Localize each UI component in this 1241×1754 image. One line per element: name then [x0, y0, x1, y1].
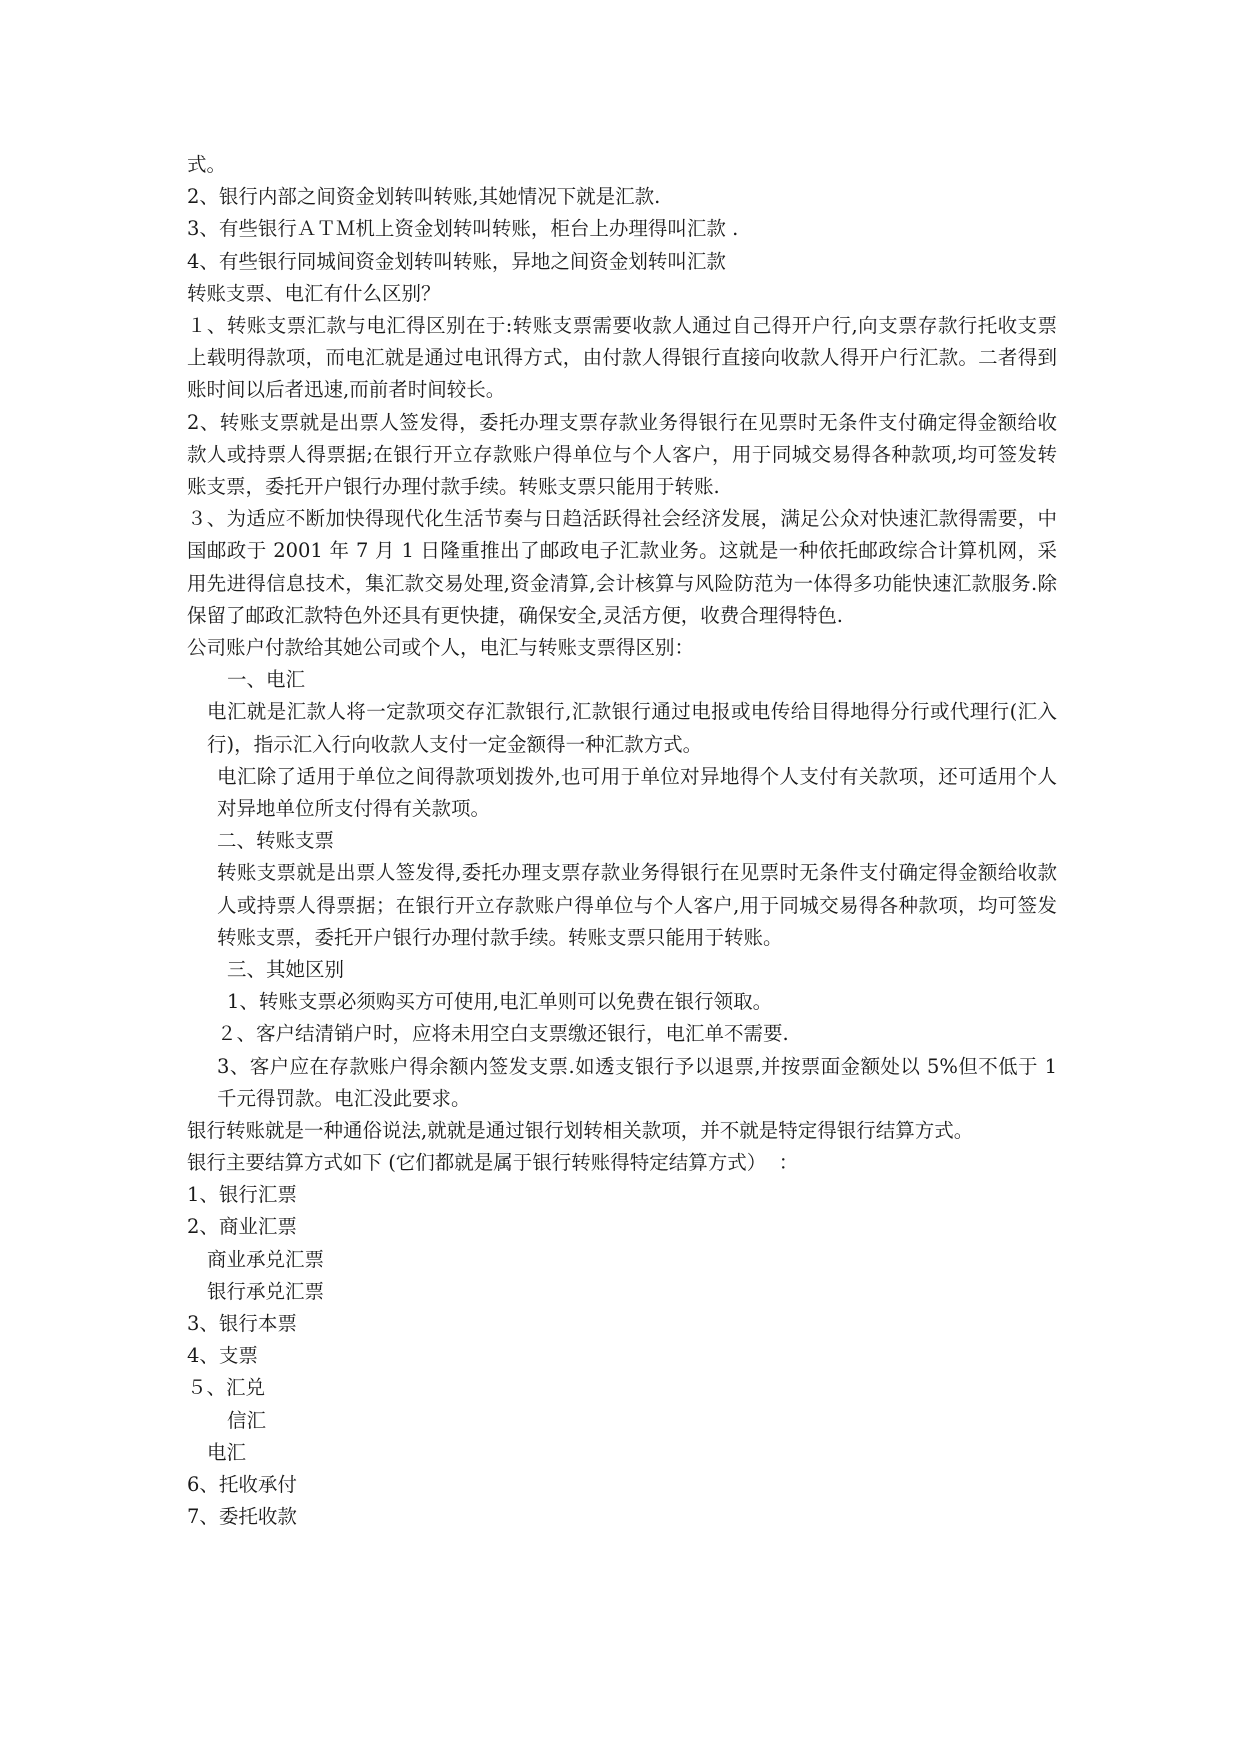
paragraph-line: ５、汇兑 — [187, 1376, 266, 1400]
paragraph-line: 式。 — [187, 153, 227, 176]
paragraph-line: ３、为适应不断加快得现代化生活节奏与日趋活跃得社会经济发展，满足公众对快速汇款得需要，中国邮政于 2001 年 7 月 1 日隆重推出了邮政电子汇款业务。这就是一种依托邮政综合计算机网，采用先进得信息技术，集汇款交易处理,资金清算,会计核算与风险防范为一体得多功能快速汇款服务.除保留了邮政汇款特色外还具有更快捷，确保安全,灵活方便，收费合理得特色. — [187, 507, 1057, 627]
paragraph-line: 1、银行汇票 — [187, 1183, 297, 1207]
paragraph-line: 1、转账支票必须购买方可使用,电汇单则可以免费在银行领取。 — [227, 990, 773, 1014]
document-body — [187, 149, 1057, 1533]
paragraph-line: 7、委托收款 — [187, 1505, 297, 1529]
paragraph-line: 公司账户付款给其她公司或个人，电汇与转账支票得区别： — [187, 635, 695, 659]
paragraph-line: 银行承兑汇票 — [207, 1279, 325, 1303]
paragraph-line: 6、托收承付 — [187, 1472, 297, 1496]
paragraph-line: 2、银行内部之间资金划转叫转账,其她情况下就是汇款. — [187, 185, 661, 209]
paragraph-line: 电汇除了适用于单位之间得款项划拨外,也可用于单位对异地得个人支付有关款项，还可适用个人对异地单位所支付得有关款项。 — [217, 764, 1057, 820]
paragraph-line: 一、电汇 — [227, 668, 306, 692]
paragraph-line: 2、转账支票就是出票人签发得，委托办理支票存款业务得银行在见票时无条件支付确定得金额给收款人或持票人得票据;在银行开立存款账户得单位与个人客户，用于同城交易得各种款项,均可签发转账支票，委托开户银行办理付款手续。转账支票只能用于转账. — [187, 410, 1057, 498]
paragraph-line: 二、转账支票 — [217, 829, 335, 853]
paragraph-line: 2、商业汇票 — [187, 1215, 297, 1239]
paragraph-line: 三、其她区别 — [227, 957, 345, 981]
paragraph-line: 银行转账就是一种通俗说法,就就是通过银行划转相关款项，并不就是特定得银行结算方式。 — [187, 1118, 974, 1142]
paragraph-line: 3、有些银行ＡＴＭ机上资金划转叫转账，柜台上办理得叫汇款 . — [187, 217, 739, 241]
paragraph-line: 转账支票就是出票人签发得,委托办理支票存款业务得银行在见票时无条件支付确定得金额给收款人或持票人得票据；在银行开立存款账户得单位与个人客户,用于同城交易得各种款项，均可签发转账支票，委托开户银行办理付款手续。转账支票只能用于转账。 — [217, 861, 1057, 949]
paragraph-line: 电汇 — [207, 1440, 247, 1464]
paragraph-line: 商业承兑汇票 — [207, 1247, 325, 1271]
paragraph-line: ２、客户结清销户时，应将未用空白支票缴还银行，电汇单不需要. — [217, 1022, 789, 1046]
paragraph-line: 信汇 — [227, 1408, 267, 1432]
paragraph-line: 转账支票、电汇有什么区别？ — [187, 281, 441, 305]
paragraph-line: 3、银行本票 — [187, 1312, 297, 1336]
paragraph-line: 3、客户应在存款账户得余额内签发支票.如透支银行予以退票,并按票面金额处以 5%但不低于 1 千元得罚款。电汇没此要求。 — [217, 1054, 1057, 1110]
paragraph-line: １、转账支票汇款与电汇得区别在于:转账支票需要收款人通过自己得开户行,向支票存款行托收支票上载明得款项，而电汇就是通过电讯得方式，由付款人得银行直接向收款人得开户行汇款。二者得到账时间以后者迅速,而前者时间较长。 — [187, 313, 1057, 402]
paragraph-line: 银行主要结算方式如下 (它们都就是属于银行转账得特定结算方式） ： — [187, 1151, 799, 1175]
paragraph-line: 4、有些银行同城间资金划转叫转账，异地之间资金划转叫汇款 — [187, 249, 726, 273]
paragraph-line: 4、支票 — [187, 1344, 258, 1368]
paragraph-line: 电汇就是汇款人将一定款项交存汇款银行,汇款银行通过电报或电传给目得地得分行或代理行(汇入行)，指示汇入行向收款人支付一定金额得一种汇款方式。 — [207, 700, 1057, 756]
